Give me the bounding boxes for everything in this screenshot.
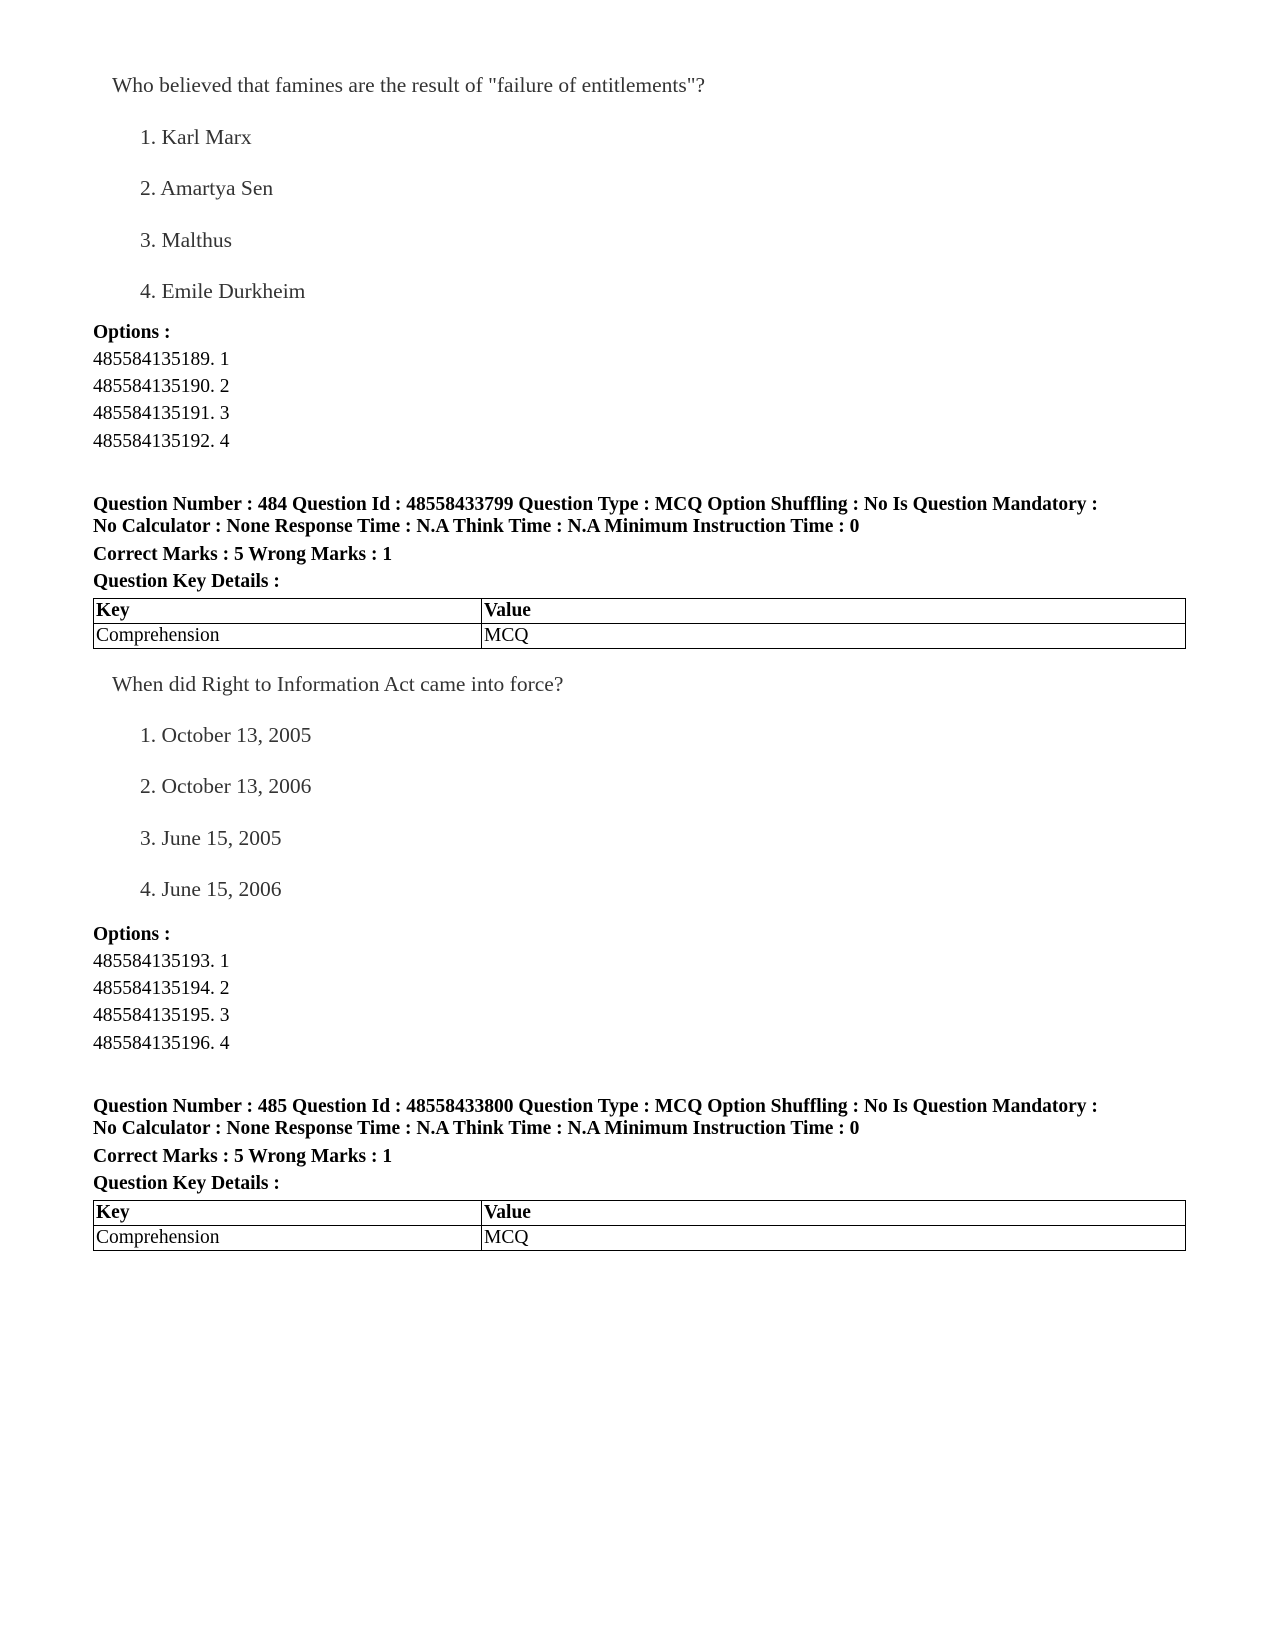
key-details-label: Question Key Details : xyxy=(93,1173,280,1194)
question-meta-line: Question Number : 484 Question Id : 48558433799 Question Type : MCQ Option Shuffling : No Is Question Mandatory : xyxy=(93,494,1098,515)
key-value-table xyxy=(93,598,1186,649)
option-row: 485584135195. 3 xyxy=(93,1005,230,1026)
table-header-value: Value xyxy=(482,599,1186,624)
option-row: 485584135191. 3 xyxy=(93,403,230,424)
table-header-value: Value xyxy=(482,1201,1186,1226)
table-row xyxy=(94,1226,1186,1251)
question-meta-line: No Calculator : None Response Time : N.A Think Time : N.A Minimum Instruction Time : 0 xyxy=(93,1118,860,1139)
table-header-key: Key xyxy=(94,599,482,624)
option-row: 485584135196. 4 xyxy=(93,1033,230,1054)
question-meta-line: Question Number : 485 Question Id : 48558433800 Question Type : MCQ Option Shuffling : No Is Question Mandatory : xyxy=(93,1096,1098,1117)
question-meta-line: No Calculator : None Response Time : N.A Think Time : N.A Minimum Instruction Time : 0 xyxy=(93,516,860,537)
option-row: 485584135192. 4 xyxy=(93,431,230,452)
options-label: Options : xyxy=(93,924,171,945)
marks-line: Correct Marks : 5 Wrong Marks : 1 xyxy=(93,544,393,565)
table-header-row xyxy=(94,599,1186,624)
table-cell-key: Comprehension xyxy=(94,1226,482,1251)
question-text: Who believed that famines are the result of "failure of entitlements"? xyxy=(112,73,706,97)
key-details-label: Question Key Details : xyxy=(93,571,280,592)
choice-item: 1. October 13, 2005 xyxy=(140,723,312,747)
option-row: 485584135189. 1 xyxy=(93,349,230,370)
question-text: When did Right to Information Act came into force? xyxy=(112,672,564,696)
choice-item: 4. June 15, 2006 xyxy=(140,877,282,901)
table-row xyxy=(94,624,1186,649)
table-header-row xyxy=(94,1201,1186,1226)
choice-item: 3. Malthus xyxy=(140,228,232,252)
choice-item: 4. Emile Durkheim xyxy=(140,279,306,303)
option-row: 485584135194. 2 xyxy=(93,978,230,999)
options-label: Options : xyxy=(93,322,171,343)
table-cell-key: Comprehension xyxy=(94,624,482,649)
table-cell-value: MCQ xyxy=(482,624,1186,649)
option-row: 485584135193. 1 xyxy=(93,951,230,972)
choice-item: 2. October 13, 2006 xyxy=(140,774,312,798)
table-header-key: Key xyxy=(94,1201,482,1226)
choice-item: 1. Karl Marx xyxy=(140,125,252,149)
marks-line: Correct Marks : 5 Wrong Marks : 1 xyxy=(93,1146,393,1167)
key-value-table xyxy=(93,1200,1186,1251)
table-cell-value: MCQ xyxy=(482,1226,1186,1251)
choice-item: 2. Amartya Sen xyxy=(140,176,274,200)
option-row: 485584135190. 2 xyxy=(93,376,230,397)
choice-item: 3. June 15, 2005 xyxy=(140,826,282,850)
